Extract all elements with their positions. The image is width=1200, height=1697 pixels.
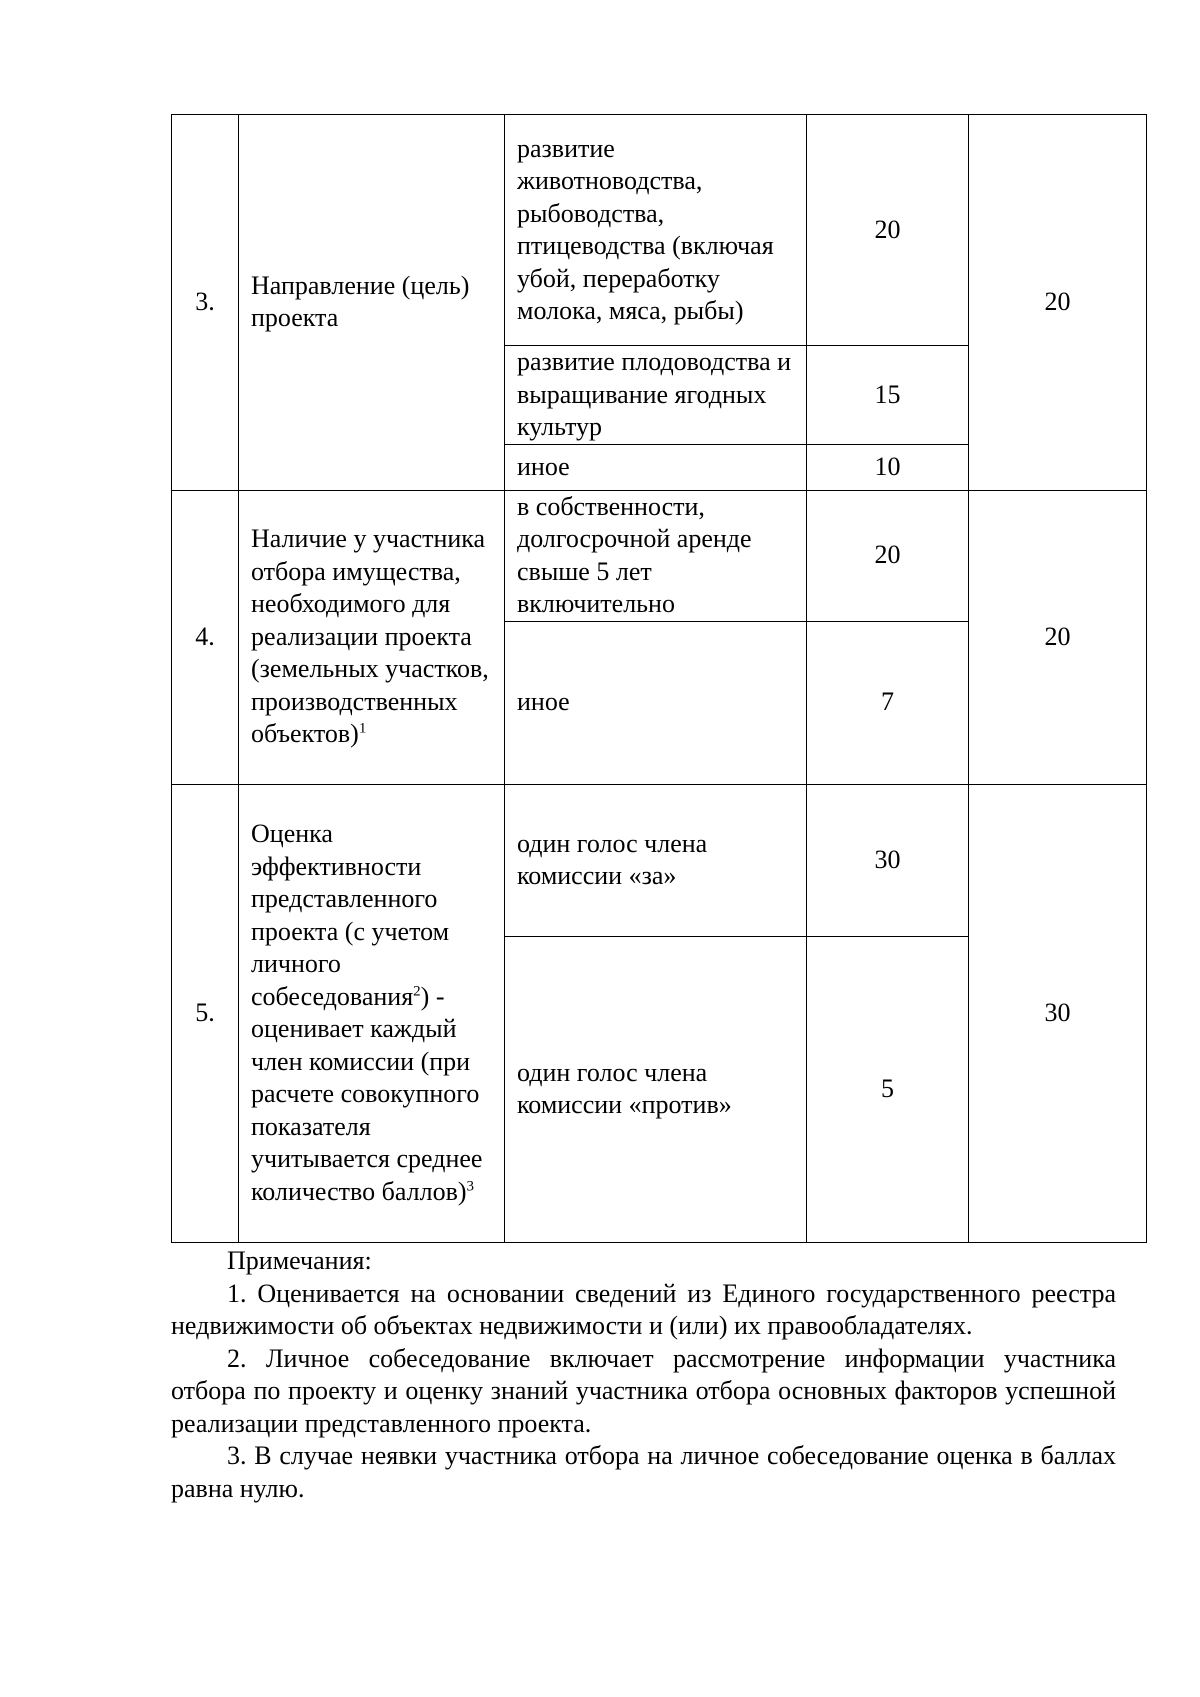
- notes-section: [171, 1245, 1116, 1505]
- criterion-name-text: Оценка эффективности представленного проекта (с учетом личного собеседования: [251, 819, 450, 1011]
- criteria-table: [171, 114, 1147, 1243]
- criterion-points: 10: [807, 444, 969, 490]
- criterion-points: 5: [807, 936, 969, 1242]
- table-row: [172, 490, 1147, 621]
- criterion-name: [239, 784, 505, 1242]
- criterion-value: иное: [505, 621, 807, 784]
- criterion-points: 15: [807, 346, 969, 445]
- criterion-points: 20: [807, 115, 969, 346]
- criterion-number: 5.: [172, 784, 239, 1242]
- notes-title: Примечания:: [227, 1246, 372, 1275]
- criterion-name-text: Наличие у участника отбора имущества, необходимого для реализации проекта (земельных участков, производственных объектов): [251, 524, 489, 749]
- note-item: 3. В случае неявки участника отбора на личное собеседование оценка в баллах равна нулю.: [171, 1441, 1116, 1503]
- criterion-value: развитие животноводства, рыбоводства, птицеводства (включая убой, переработку молока, мяса, рыбы): [505, 115, 807, 346]
- footnote-ref: 1: [358, 720, 367, 737]
- criterion-max-points: 20: [969, 115, 1147, 491]
- criterion-number: 3.: [172, 115, 239, 491]
- criterion-max-points: 30: [969, 784, 1147, 1242]
- criterion-name-text: ) - оценивает каждый член комиссии (при расчете совокупного показателя учитывается среднее количество баллов): [251, 981, 483, 1206]
- table-row: [172, 115, 1147, 346]
- criterion-number: 4.: [172, 490, 239, 784]
- note-item: 1. Оценивается на основании сведений из Единого государственного реестра недвижимости об объектах недвижимости и (или) их правообладателях.: [171, 1278, 1116, 1340]
- criterion-points: 20: [807, 490, 969, 621]
- footnote-ref: 3: [466, 1177, 475, 1194]
- criterion-value: в собственности, долгосрочной аренде свыше 5 лет включительно: [505, 490, 807, 621]
- table-row: [172, 784, 1147, 936]
- criterion-points: 7: [807, 621, 969, 784]
- criterion-value: иное: [505, 444, 807, 490]
- criterion-name: Направление (цель) проекта: [239, 115, 505, 491]
- criterion-max-points: 20: [969, 490, 1147, 784]
- criterion-value: один голос члена комиссии «за»: [505, 784, 807, 936]
- footnote-ref: 2: [413, 982, 421, 999]
- note-item: 2. Личное собеседование включает рассмотрение информации участника отбора по проекту и оценку знаний участника отбора основных факторов успешной реализации представленного проекта.: [171, 1343, 1116, 1438]
- criterion-points: 30: [807, 784, 969, 936]
- criterion-value: один голос члена комиссии «против»: [505, 936, 807, 1242]
- criterion-name: [239, 490, 505, 784]
- criterion-value: развитие плодоводства и выращивание ягодных культур: [505, 346, 807, 445]
